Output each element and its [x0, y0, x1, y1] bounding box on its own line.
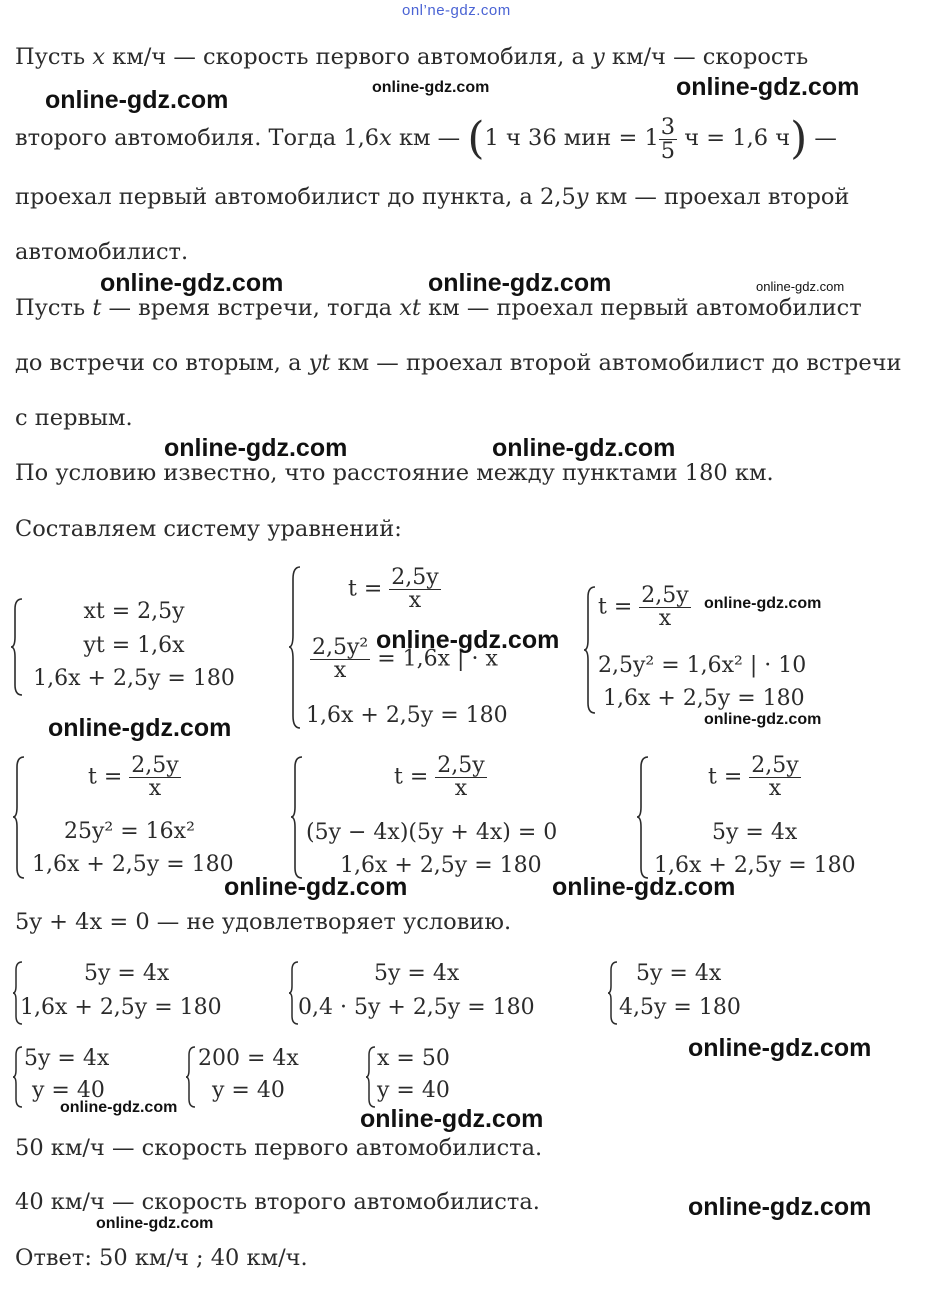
text-span: второго автомобиля. Тогда 1,6	[15, 125, 380, 151]
sys7-row1: 5y = 4x	[84, 961, 170, 986]
para2-line2	[15, 350, 902, 376]
text-span: = 1,6x | · x	[370, 646, 498, 672]
watermark: online-gdz.com	[60, 1099, 178, 1116]
text-span: км — проехал первый автомобилист	[420, 295, 862, 321]
not-satisfy-text: 5y + 4x = 0 — не удовлетворяет условию.	[15, 909, 512, 935]
var-t: t	[92, 295, 102, 321]
sys2-row3: 1,6x + 2,5y = 180	[306, 703, 508, 728]
text-span: проехал первый автомобилист до пункта, а 2,5	[15, 184, 576, 210]
frac-num: 2,5y	[437, 753, 485, 778]
frac-den: 5	[660, 137, 676, 164]
watermark: online-gdz.com	[100, 269, 284, 297]
sys9-row1: 5y = 4x	[636, 961, 722, 986]
system-8	[288, 960, 558, 1026]
frac-num: 2,5y	[131, 753, 179, 778]
result-second-speed: 40 км/ч — скорость второго автомобилиста.	[15, 1189, 540, 1215]
sys12-row2: y = 40	[377, 1078, 450, 1103]
sys5-row2: (5y − 4x)(5y + 4x) = 0	[306, 820, 558, 845]
sys3-row2: 2,5y² = 1,6x² | · 10	[598, 653, 807, 678]
watermark: online-gdz.com	[376, 626, 560, 654]
watermark-top: onl’ne-gdz.com	[402, 2, 511, 19]
sys6-row3: 1,6x + 2,5y = 180	[654, 853, 856, 878]
fraction	[435, 755, 486, 800]
sys3-row1	[598, 585, 691, 630]
text-span: км/ч — скорость	[604, 44, 809, 70]
watermark: online-gdz.com	[676, 73, 860, 101]
para2-line1	[15, 295, 862, 321]
brace-icon	[288, 565, 302, 730]
brace-icon	[10, 597, 24, 697]
sys1-row3: 1,6x + 2,5y = 180	[33, 666, 235, 691]
sys11-row1: 200 = 4x	[198, 1046, 299, 1071]
frac-num: 2,5y	[391, 565, 439, 590]
sys2-row1	[348, 567, 441, 612]
para1-line4: автомобилист.	[15, 239, 189, 265]
result-first-speed: 50 км/ч — скорость первого автомобилиста.	[15, 1135, 543, 1161]
system-4	[12, 755, 252, 880]
var-yt: yt	[308, 350, 331, 376]
sys9-row2: 4,5y = 180	[619, 995, 741, 1020]
text-span: км — проехал второй	[588, 184, 850, 210]
brace-icon	[365, 1045, 377, 1109]
var-x: x	[379, 125, 392, 151]
watermark: online-gdz.com	[45, 86, 229, 114]
watermark: online-gdz.com	[428, 269, 612, 297]
brace-icon	[12, 1045, 24, 1109]
watermark: online-gdz.com	[360, 1105, 544, 1133]
watermark: online-gdz.com	[48, 714, 232, 742]
sys4-row3: 1,6x + 2,5y = 180	[32, 852, 234, 877]
watermark: online-gdz.com	[552, 873, 736, 901]
sys3-row3: 1,6x + 2,5y = 180	[603, 686, 805, 711]
watermark: online-gdz.com	[96, 1215, 214, 1232]
fraction	[310, 637, 370, 682]
sys7-row2: 1,6x + 2,5y = 180	[20, 995, 222, 1020]
answer: Ответ: 50 км/ч ; 40 км/ч.	[15, 1245, 308, 1271]
frac-den: x	[333, 658, 347, 683]
para1-line3	[15, 184, 849, 210]
brace-icon	[583, 585, 597, 715]
para3: По условию известно, что расстояние между пунктами 180 км.	[15, 460, 774, 486]
system-9	[607, 960, 757, 1026]
system-7	[12, 960, 247, 1026]
text-span: t =	[88, 764, 130, 790]
para1-line1	[15, 44, 808, 70]
var-xt: xt	[399, 295, 421, 321]
text-span: t =	[708, 764, 750, 790]
text-span: — время встречи, тогда	[101, 295, 400, 321]
text-span: —	[807, 125, 837, 151]
var-y: y	[575, 184, 589, 210]
frac-num: 3	[660, 114, 676, 140]
sys11-row2: y = 40	[212, 1078, 285, 1103]
para2-line3: с первым.	[15, 405, 133, 431]
sys10-row2: y = 40	[32, 1078, 105, 1103]
sys1-row1: xt = 2,5y	[83, 599, 185, 624]
sys10-row1: 5y = 4x	[24, 1046, 110, 1071]
watermark: online-gdz.com	[164, 434, 348, 462]
text-span: Пусть	[15, 44, 93, 70]
frac-num: 2,5y	[641, 583, 689, 608]
sys8-row2: 0,4 · 5y + 2,5y = 180	[298, 995, 535, 1020]
brace-icon	[12, 755, 26, 880]
text-span: t =	[348, 576, 390, 602]
frac-den: x	[408, 588, 422, 613]
text-span: км —	[391, 125, 468, 151]
frac-den: x	[148, 776, 162, 801]
para1-line2	[15, 113, 837, 164]
system-5	[290, 755, 590, 880]
fraction	[749, 755, 800, 800]
frac-num: 2,5y²	[312, 635, 369, 660]
system-12	[365, 1045, 465, 1109]
text-span: t =	[394, 764, 436, 790]
fraction-3-5	[659, 116, 677, 162]
fraction	[129, 755, 180, 800]
text-span: до встречи со вторым, а	[15, 350, 309, 376]
brace-icon	[185, 1045, 197, 1109]
paren-close: )	[790, 113, 808, 164]
watermark: online-gdz.com	[756, 279, 845, 294]
text-span: Пусть	[15, 295, 93, 321]
watermark: online-gdz.com	[224, 873, 408, 901]
sys6-row1	[708, 755, 801, 800]
sys1-row2: yt = 1,6x	[83, 633, 185, 658]
frac-den: x	[454, 776, 468, 801]
para4: Составляем систему уравнений:	[15, 516, 402, 542]
watermark: online-gdz.com	[492, 434, 676, 462]
watermark: online-gdz.com	[688, 1193, 872, 1221]
sys8-row1: 5y = 4x	[374, 961, 460, 986]
var-x: x	[92, 44, 106, 70]
brace-icon	[607, 960, 619, 1026]
system-11	[185, 1045, 315, 1109]
fraction	[639, 585, 690, 630]
frac-num: 2,5y	[751, 753, 799, 778]
paren-open: (	[467, 113, 485, 164]
text-span: t =	[598, 594, 640, 620]
sys4-row1	[88, 755, 181, 800]
system-6	[636, 755, 876, 880]
watermark: online-gdz.com	[704, 595, 822, 612]
frac-den: x	[658, 606, 672, 631]
sys5-row3: 1,6x + 2,5y = 180	[340, 853, 542, 878]
sys4-row2: 25y² = 16x²	[64, 819, 195, 844]
var-y: y	[592, 44, 605, 70]
sys6-row2: 5y = 4x	[712, 820, 798, 845]
system-1	[10, 597, 245, 697]
watermark: online-gdz.com	[704, 711, 822, 728]
watermark: online-gdz.com	[688, 1034, 872, 1062]
brace-icon	[636, 755, 650, 880]
fraction	[389, 567, 440, 612]
text-span: км — проехал второй автомобилист до встречи	[330, 350, 902, 376]
frac-den: x	[768, 776, 782, 801]
sys12-row1: x = 50	[377, 1046, 450, 1071]
text-span: 1 ч 36 мин = 1	[484, 125, 659, 151]
watermark: online-gdz.com	[372, 79, 490, 96]
brace-icon	[290, 755, 304, 880]
text-span: ч = 1,6 ч	[677, 125, 791, 151]
text-span: км/ч — скорость первого автомобиля, а	[105, 44, 593, 70]
sys5-row1	[394, 755, 487, 800]
